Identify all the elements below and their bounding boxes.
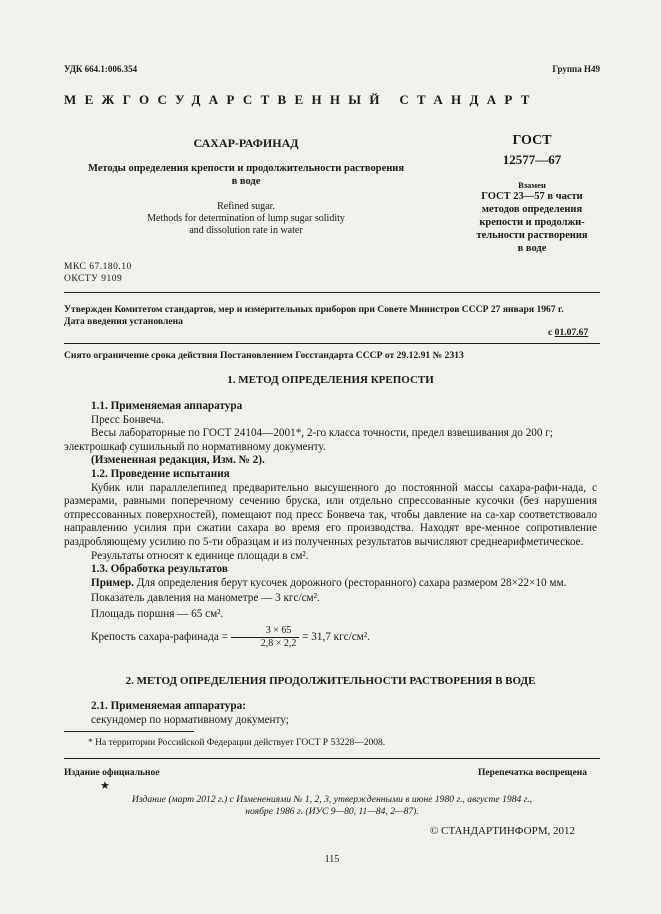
- group-code: Группа Н49: [552, 64, 600, 74]
- footnote: * На территории Российской Федерации действует ГОСТ Р 53228—2008.: [88, 738, 386, 748]
- gost-replaces-line2: методов определения: [481, 204, 583, 215]
- section1-3-formula: [64, 625, 597, 650]
- official-edition: Издание официальное: [64, 768, 160, 778]
- formula-numerator: 3 × 65: [231, 625, 300, 638]
- star-icon: ★: [100, 780, 110, 792]
- header-row: [64, 64, 600, 74]
- section2-1-title: 2.1. Применяемая аппаратура:: [91, 700, 246, 712]
- section1-2-paragraph: Кубик или параллелепипед предварительно высушенного до постоянной массы сахара-рафи-нада, с размерами, равными поперечному сечению бруска, или отдельно спрессованные кусочки (без нарушения отпрессованных поверхностей), помещают под пресс Бонвеча так, чтобы давление на са-хар соответствовало направлению усилия при сжатии сахара во время его производства. Находят вре-менное сопротивление раздробляющему усилию по 5-ти образцам и из полученных результатов вычисляют среднеарифметическое.: [64, 481, 597, 548]
- introduction-date: [548, 327, 588, 338]
- gost-replaces-line3: крепости и продолжи-: [479, 217, 585, 228]
- section2-heading: 2. МЕТОД ОПРЕДЕЛЕНИЯ ПРОДОЛЖИТЕЛЬНОСТИ РАСТВОРЕНИЯ В ВОДЕ: [125, 675, 536, 687]
- edition-line2: ноябре 1986 г. (ИУС 9—80, 11—84, 2—87).: [245, 806, 419, 817]
- gost-replaces-line1: ГОСТ 23—57 в части: [481, 191, 583, 202]
- approval-line1: Утвержден Комитетом стандартов, мер и измерительных приборов при Совете Министров СССР 27 января 1967 г.: [64, 304, 564, 315]
- section1-1-line1: Пресс Бонвеча.: [91, 413, 164, 426]
- section2-1-line1: секундомер по нормативному документу;: [91, 713, 289, 726]
- title-subtitle-line2: в воде: [231, 176, 261, 187]
- introduction-date-value: 01.07.67: [554, 327, 589, 338]
- gost-number: 12577—67: [502, 152, 562, 167]
- mks-code: МКС 67.180.10: [64, 262, 132, 272]
- section1-body: [64, 400, 597, 650]
- section1-1-note: (Измененная редакция, Изм. № 2).: [91, 454, 265, 467]
- section2-body: [64, 700, 597, 727]
- english-title-line2: Methods for determination of lump sugar solidity: [147, 213, 345, 224]
- section1-1-title: 1.1. Применяемая аппаратура: [91, 400, 243, 412]
- okstu-code: ОКСТУ 9109: [64, 274, 123, 284]
- standard-banner: МЕЖГОСУДАРСТВЕННЫЙ СТАНДАРТ: [64, 92, 538, 107]
- footnote-rule: [64, 731, 194, 732]
- approval-line2: Дата введения установлена: [64, 316, 183, 327]
- english-title-line3: and dissolution rate in water: [189, 225, 303, 236]
- divider-top: [64, 292, 600, 293]
- restriction-note: Снято ограничение срока действия Постановлением Госстандарта СССР от 29.12.91 № 2313: [64, 350, 464, 361]
- divider-footer: [64, 758, 600, 759]
- section1-3-area: Площадь поршня — 65 см².: [91, 607, 224, 620]
- section1-2-title: 1.2. Проведение испытания: [91, 467, 230, 480]
- section1-3-example: [64, 577, 597, 591]
- page-number: 115: [324, 854, 340, 865]
- section1-2-result-unit: Результаты относят к единице площади в см².: [91, 549, 309, 562]
- reprint-prohibited: Перепечатка воспрещена: [478, 768, 588, 778]
- section1-1-line3: электрошкаф сушильный по нормативному документу.: [64, 440, 326, 453]
- formula-fraction: [231, 625, 300, 650]
- formula-result: = 31,7 кгс/см².: [299, 630, 370, 643]
- udk-code: УДК 664.1:006.354: [64, 64, 138, 74]
- gost-replaces-line5: в воде: [517, 243, 547, 254]
- section1-heading: 1. МЕТОД ОПРЕДЕЛЕНИЯ КРЕПОСТИ: [227, 374, 434, 386]
- gost-instead: Взамен: [518, 180, 546, 190]
- divider-approval: [64, 343, 600, 344]
- formula-denominator: 2,8 × 2,2: [260, 637, 297, 649]
- example-label: Пример.: [91, 576, 134, 589]
- document-title: САХАР-РАФИНАД: [193, 136, 299, 150]
- title-subtitle-line1: Методы определения крепости и продолжительности растворения: [87, 163, 405, 174]
- edition-line1: Издание (март 2012 г.) с Изменениями № 1, 2, 3, утвержденными в июне 1980 г., августе 1984 г.,: [131, 794, 533, 805]
- section1-3-pressure: Показатель давления на манометре — 3 кгс/см².: [91, 592, 320, 605]
- copyright: © СТАНДАРТИНФОРМ, 2012: [430, 825, 575, 837]
- english-title-line1: Refined sugar.: [217, 201, 275, 212]
- section1-1-line2: Весы лабораторные по ГОСТ 24104—2001*, 2-го класса точности, предел взвешивания до 200 г;: [91, 427, 553, 440]
- gost-label: ГОСТ: [512, 133, 552, 148]
- introduction-date-prefix: с: [548, 327, 555, 338]
- section1-3-title: 1.3. Обработка результатов: [91, 563, 228, 576]
- gost-replaces-line4: тельности растворения: [476, 230, 588, 241]
- formula-label: Крепость сахара-рафинада =: [91, 630, 231, 643]
- example-text: Для определения берут кусочек дорожного (ресторанного) сахара размером 28×22×10 мм.: [133, 576, 567, 589]
